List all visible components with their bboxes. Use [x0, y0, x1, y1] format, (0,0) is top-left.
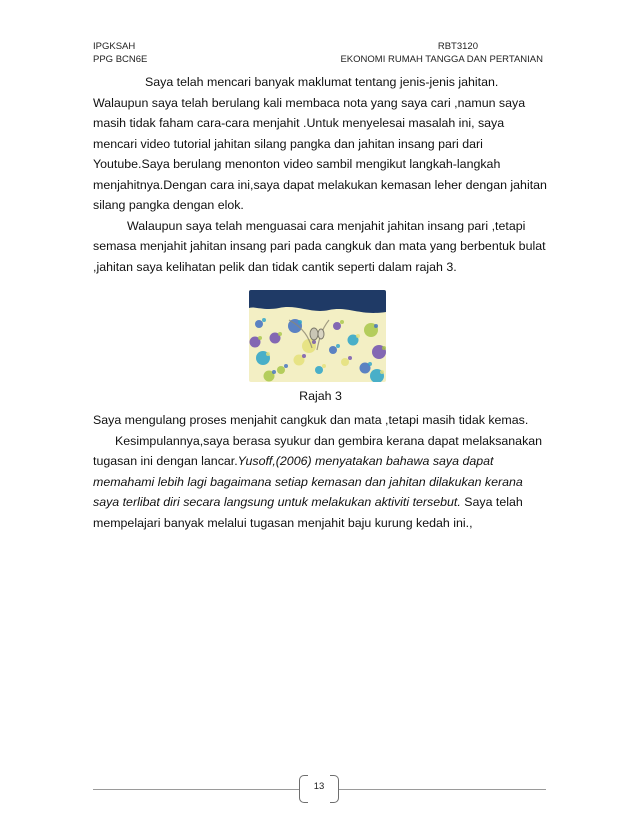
- fabric-flower-accent: [322, 364, 326, 368]
- header-left: [93, 40, 147, 66]
- footer-rule-right: [338, 789, 546, 790]
- fabric-flower-accent: [368, 362, 372, 366]
- footer-rule-left: [93, 789, 299, 790]
- header-program: PPG BCN6E: [93, 54, 148, 65]
- paragraph-3: Saya mengulang proses menjahit cangkuk dan mata ,tetapi masih tidak kemas.: [93, 413, 529, 427]
- header-right: [340, 40, 543, 66]
- fabric-photo: [249, 290, 386, 382]
- fabric-flower-accent: [262, 318, 266, 322]
- fabric-flower-accent: [380, 370, 384, 374]
- fabric-flower-motif: [277, 366, 285, 374]
- fabric-flower-accent: [258, 336, 262, 340]
- fabric-flower-accent: [336, 344, 340, 348]
- paragraph-4-citation: Yusoff,(2006) menyatakan bahawa saya dapat memahami lebih lagi bagaimana setiap kemasan dan jahitan dilakukan kerana saya terlibat diri secara langsung untuk melakukan aktiviti tersebut.: [93, 454, 523, 509]
- fabric-flower-accent: [298, 320, 302, 324]
- fabric-flower-accent: [312, 340, 316, 344]
- fabric-flower-motif: [255, 320, 263, 328]
- fabric-flower-accent: [374, 324, 378, 328]
- fabric-flower-motif: [315, 366, 323, 374]
- fabric-flower-accent: [382, 346, 386, 350]
- paragraph-4-start: Kesimpulannya,saya berasa syukur dan gembira kerana dapat melaksanakan tugasan ini dengan lancar.: [93, 433, 543, 468]
- fabric-flower-accent: [348, 356, 352, 360]
- fabric-flower-accent: [302, 354, 306, 358]
- fabric-flower-accent: [340, 320, 344, 324]
- fabric-flower-accent: [272, 370, 276, 374]
- fabric-flower-accent: [284, 364, 288, 368]
- fabric-flower-motif: [341, 358, 349, 366]
- fabric-flower-motif: [333, 322, 341, 330]
- fabric-flower-accent: [266, 352, 270, 356]
- paragraph-4: [93, 431, 548, 534]
- header-institution: IPGKSAH: [93, 41, 136, 52]
- figure-rajah-3: [249, 290, 386, 382]
- body-text-continued: [93, 410, 548, 533]
- paragraph-2: Walaupun saya telah menguasai cara menjahit jahitan insang pari ,tetapi semasa menjahit jahitan insang pari pada cangkuk dan mata yang berbentuk bulat ,jahitan saya kelihatan pelik dan tidak cantik seperti dalam rajah 3.: [93, 218, 546, 274]
- fabric-flower-accent: [278, 332, 282, 336]
- paragraph-4-end: Saya telah mempelajari banyak melalui tugasan menjahit baju kurung kedah ini.,: [93, 495, 523, 530]
- fabric-flower-motif: [329, 346, 337, 354]
- header-course-title: EKONOMI RUMAH TANGGA DAN PERTANIAN: [340, 54, 543, 65]
- body-text: [93, 72, 548, 277]
- fabric-flower-accent: [356, 334, 360, 338]
- header-course-code: RBT3120: [437, 41, 478, 52]
- paragraph-1: Saya telah mencari banyak maklumat tentang jenis-jenis jahitan. Walaupun saya telah berulang kali membaca nota yang saya cari ,namun saya masih tidak faham cara-cara menjahit .Untuk menyelesai masalah ini, saya mencari video tutorial jahitan silang pangka dan jahitan insang pari dari Youtube.Saya berulang menonton video sambil mengikut langkah-langkah menjahitnya.Dengan cara ini,saya dapat melakukan kemasan leher dengan jahitan silang pangka dengan elok.: [93, 75, 547, 212]
- page-number: 13: [313, 781, 325, 792]
- figure-caption: Rajah 3: [299, 389, 342, 403]
